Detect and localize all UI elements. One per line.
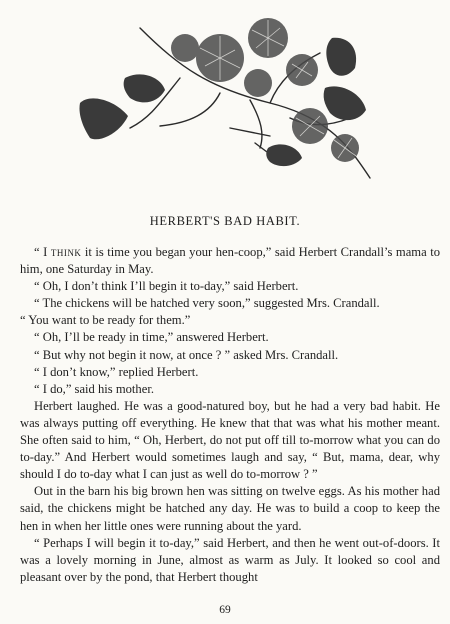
page-number: 69: [219, 604, 231, 616]
paragraph: Herbert laughed. He was a good-natured boy, but he had a very bad habit. He was always putting off everything. He knew that that was what his mother meant. She often said to him, “ Oh, Herbert, do not put off till to-morrow what you can do to-day.” And Herbert would sometimes laugh and say, “ But, mama, dear, why should I do to-day what I can just as well do to-morrow ? ”: [20, 398, 440, 482]
paragraph: “ The chickens will be hatched very soon,” suggested Mrs. Crandall.: [34, 296, 380, 311]
paragraph-text: it is time you began your hen-coop,” said Herbert Crandall’s mama to him, one Saturday in May.: [20, 245, 440, 277]
paragraph: “ Oh, I’ll be ready in time,” answered Herbert.: [34, 330, 269, 345]
paragraph: “ I do,” said his mother.: [34, 381, 154, 396]
paragraph: “ You want to be ready for them.”: [20, 313, 191, 328]
quote-open: “ I: [34, 245, 51, 259]
paragraph: [20, 244, 440, 278]
small-caps-word: think: [50, 245, 82, 259]
chapter-title: HERBERT'S BAD HABIT.: [149, 214, 301, 228]
paragraph: “ I don’t know,” replied Herbert.: [34, 364, 199, 379]
story-text: [20, 244, 440, 586]
paragraph: Out in the barn his big brown hen was sitting on twelve eggs. As his mother had said, the chickens might be hatched any day. He was to build a coop to keep the hen in when her little ones were running about the yard.: [20, 484, 440, 533]
paragraph: “ But why not begin it now, at once ? ” asked Mrs. Crandall.: [34, 347, 339, 362]
thistle-illustration: [70, 8, 390, 188]
flower-engraving-icon: [70, 8, 390, 188]
paragraph: “ Perhaps I will begin it to-day,” said Herbert, and then he went out-of-doors. It was a lovely morning in June, almost as warm as July. It looked so cool and pleasant over by the pond, that Herbert thought: [20, 535, 440, 584]
paragraph: “ Oh, I don’t think I’ll begin it to-day,” said Herbert.: [34, 279, 299, 294]
